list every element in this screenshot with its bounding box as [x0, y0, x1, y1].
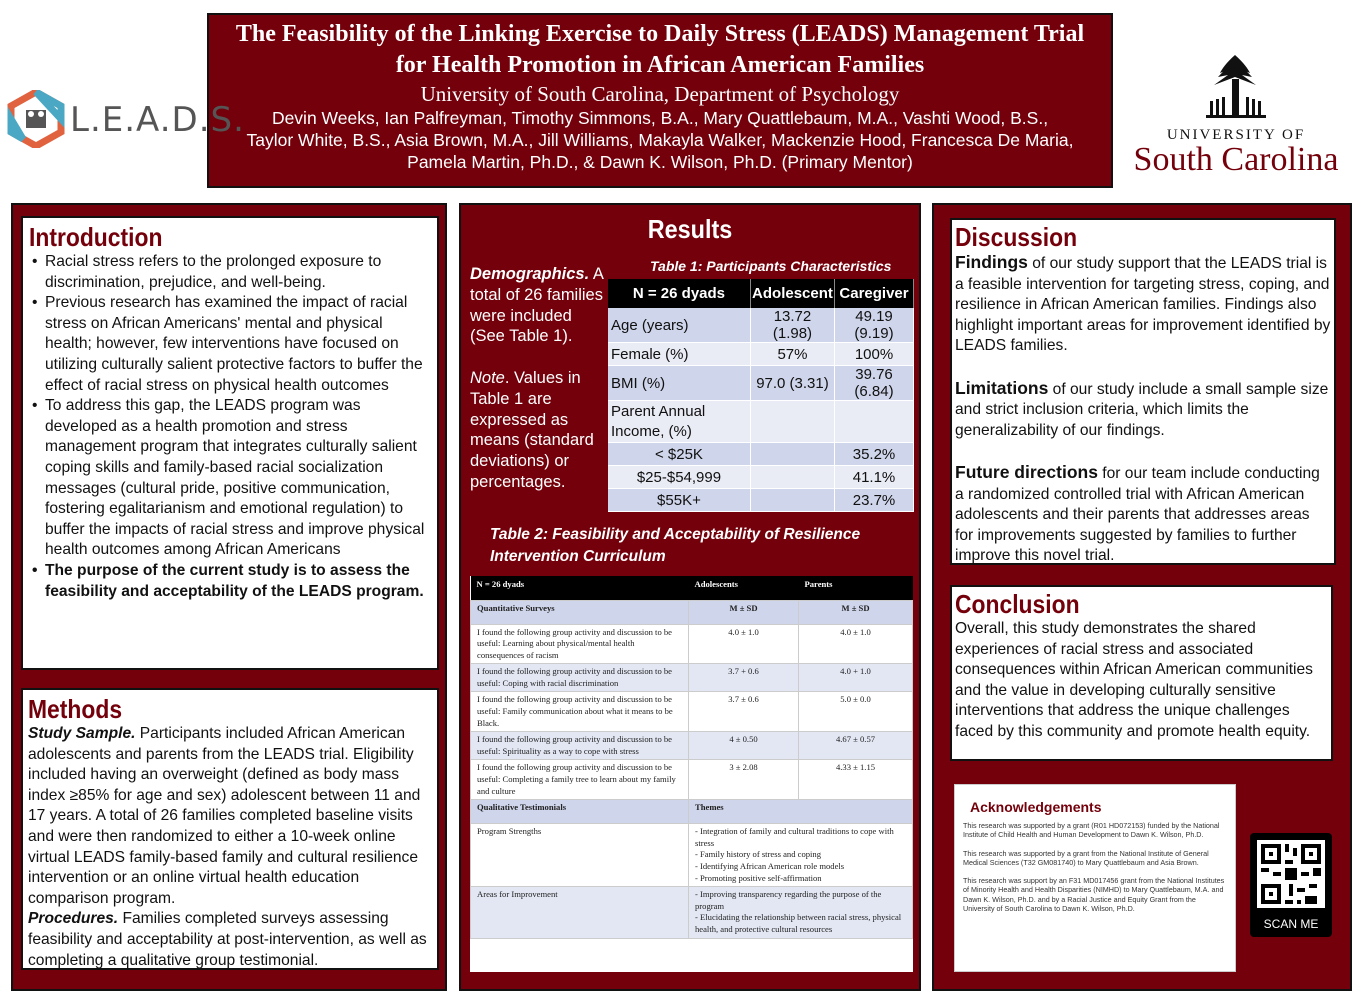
usc-logo-line1: UNIVERSITY OF [1166, 127, 1306, 143]
table-row [471, 760, 913, 800]
table2-caption-line1: Table 2: Feasibility and Acceptability of Resilience [490, 526, 861, 543]
poster-title-line2: for Health Promotion in African American Families [395, 52, 925, 78]
usc-logo-line2: South Carolina [1133, 141, 1339, 178]
introduction-bullet-purpose: • The purpose of the current study is to assess the feasibility and acceptability of the LEADS program. [29, 561, 431, 602]
acknowledgement-paragraph: This research was supported by a grant from the National Institute of General Medical Sciences (T32 GM081740) to Mary Quattlebaum and Asia Brown. [963, 848, 1209, 867]
note-label: Note [470, 368, 505, 387]
study-sample-label: Study Sample. [28, 725, 136, 742]
table2-caption-line2: Intervention Curriculum [490, 548, 666, 565]
limitations-text: of our study include a small sample size and strict inclusion criteria, which limits the generalizability of our findings. [955, 380, 1329, 439]
conclusion-section [950, 585, 1333, 761]
table2-header: Parents [799, 576, 913, 600]
table-cell: - Integration of family and cultural traditions to cope with stress - Family history of stress and coping - Identifying African American role models - Promoting positive self-affirmation [689, 824, 913, 887]
methods-body [28, 724, 432, 971]
introduction-list [29, 252, 431, 602]
table-row [471, 887, 913, 938]
table-cell: 5.0 ± 0.0 [799, 692, 913, 732]
table-row [471, 732, 913, 760]
note-body: . Values in Table 1 are expressed as means (standard deviations) or percentages. [470, 368, 594, 491]
feasibility-table-container [470, 576, 913, 972]
acknowledgements-title: Acknowledgements [970, 799, 1102, 815]
methods-section [21, 688, 439, 970]
table-cell [750, 443, 834, 466]
table1-caption: Table 1: Participants Characteristics [650, 258, 892, 274]
usc-logo [1118, 55, 1354, 180]
table-cell: 100% [835, 343, 914, 366]
affiliation: University of South Carolina, Department of Psychology [420, 82, 900, 106]
table-cell: 4.33 ± 1.15 [799, 760, 913, 800]
table-cell: M ± SD [799, 600, 913, 624]
future-directions-label: Future directions [955, 461, 1098, 482]
authors-line2: Taylor White, B.S., Asia Brown, M.A., Jill Williams, Makayla Walker, Mackenzie Hood, Francesca De Maria, [246, 130, 1074, 150]
table-row [608, 343, 914, 366]
table-row [608, 308, 914, 343]
table-cell: Qualitative Testimonials [471, 800, 689, 824]
acknowledgement-paragraph: This research was support by an F31 MD017456 grant from the National Institutes of Minority Health and Health Disparities (NIMHD) to Mary Quattlebaum, M.A. and Dawn K. Wilson, Ph.D. and by a Racial Justice and Equity Grant from the University of South Carolina to Dawn K. Wilson, Ph.D. [963, 876, 1225, 914]
table-cell: I found the following group activity and discussion to be useful: Learning about physical/mental health consequences of racism [471, 624, 689, 664]
future-directions-text: for our team include conducting a randomized controlled trial with African American adolescents and their parents that addresses areas for improvements suggested by families to further improve this novel trial. [955, 464, 1320, 565]
table-cell: 57% [750, 343, 834, 366]
introduction-bullet: • To address this gap, the LEADS program was developed as a health promotion and stress management program that integrates culturally salient coping skills and family-based racial socialization messages (cultural pride, positive communication, fostering egalitarianism and emotional regulation) to buffer the impacts of racial stress and improve physical health outcomes among African Americans [29, 396, 431, 561]
table-cell: 49.19 (9.19) [835, 308, 914, 343]
table1-header: Caregiver [835, 279, 914, 308]
table-cell: I found the following group activity and discussion to be useful: Coping with racial discrimination [471, 664, 689, 692]
feasibility-table [470, 576, 913, 939]
table-row [608, 466, 914, 489]
table-cell: I found the following group activity and discussion to be useful: Spirituality as a way to cope with stress [471, 732, 689, 760]
table-row [471, 664, 913, 692]
table-row [471, 600, 913, 624]
table-row [608, 443, 914, 466]
findings-text: of our study support that the LEADS trial is a feasible intervention for targeting stress, coping, and resilience in African American families. Findings also highlight important areas for improvement identified by LEADS families. [955, 255, 1331, 355]
table-cell: $25-$54,999 [608, 466, 750, 489]
table-row [608, 401, 914, 443]
table-row [471, 692, 913, 732]
table-cell: 3.7 + 0.6 [689, 664, 799, 692]
findings-label: Findings [955, 252, 1028, 272]
results-title: Results [647, 214, 733, 244]
table1-header: N = 26 dyads [608, 279, 750, 308]
introduction-bullet: • Racial stress refers to the prolonged exposure to discrimination, prejudice, and well-being. [29, 252, 431, 293]
table-cell: 41.1% [835, 466, 914, 489]
table-cell: I found the following group activity and discussion to be useful: Family communication about what it means to be Black. [471, 692, 689, 732]
table-cell [750, 466, 834, 489]
table-row [608, 489, 914, 512]
procedures-text: Families completed surveys assessing feasibility and acceptability at post-intervention, as well as completing a qualitative group testimonial. [28, 910, 427, 969]
table2-caption [490, 524, 860, 568]
table2-header: N = 26 dyads [471, 576, 689, 600]
table-cell: - Improving transparency regarding the purpose of the program - Elucidating the relationship between racial stress, physical health, and protective cultural resources [689, 887, 913, 938]
table-cell: 4.0 ± 1.0 [799, 624, 913, 664]
demographics-label: Demographics. [470, 265, 590, 283]
leads-logo-text: L.E.A.D.S. [70, 100, 245, 140]
poster-header [207, 13, 1113, 188]
table-row [471, 800, 913, 824]
table-cell: Program Strengths [471, 824, 689, 887]
table-cell: 39.76 (6.84) [835, 366, 914, 401]
table-cell: M ± SD [689, 600, 799, 624]
qr-code-badge[interactable] [1250, 833, 1332, 937]
acknowledgement-paragraph: This research was supported by a grant (R01 HD072153) funded by the National Institute of Child Health and Human Development to Dawn K. Wilson, Ph.D. [963, 821, 1220, 840]
introduction-title: Introduction [29, 222, 163, 252]
procedures-label: Procedures. [28, 910, 119, 928]
palmetto-tree-icon [1118, 55, 1354, 127]
table-row [471, 824, 913, 887]
table-cell: 4 ± 0.50 [689, 732, 799, 760]
table-cell: 97.0 (3.31) [750, 366, 834, 401]
table-cell: 3 ± 2.08 [689, 760, 799, 800]
conclusion-title: Conclusion [955, 589, 1080, 619]
introduction-section [21, 216, 439, 670]
table-cell: < $25K [608, 443, 750, 466]
table-cell: 3.7 ± 0.6 [689, 692, 799, 732]
table-cell: 23.7% [835, 489, 914, 512]
table-row [608, 366, 914, 401]
participants-table [608, 279, 914, 512]
table2-header: Adolescents [689, 576, 799, 600]
limitations-label: Limitations [955, 377, 1049, 398]
demographics-text [470, 264, 610, 493]
qr-code-icon[interactable] [1257, 840, 1325, 908]
table-cell [750, 401, 834, 443]
authors-line3: Pamela Martin, Ph.D., & Dawn K. Wilson, Ph.D. (Primary Mentor) [407, 152, 913, 172]
table-cell: 4.67 ± 0.57 [799, 732, 913, 760]
leads-hexagon-icon [6, 90, 66, 148]
table1-header: Adolescent [750, 279, 834, 308]
table-cell: Areas for Improvement [471, 887, 689, 938]
scan-me-label: SCAN ME [1263, 917, 1319, 931]
introduction-bullet: • Previous research has examined the impact of racial stress on African Americans' mental and physical health; however, few interventions have focused on utilizing culturally salient protective factors to buffer the effect of racial stress on physical health outcomes [29, 293, 431, 396]
leads-logo [6, 90, 245, 150]
table-cell: Female (%) [608, 343, 750, 366]
acknowledgements-section [954, 784, 1236, 972]
table-cell: $55K+ [608, 489, 750, 512]
table-cell: 13.72 (1.98) [750, 308, 834, 343]
table-cell: Quantitative Surveys [471, 600, 689, 624]
discussion-section [950, 218, 1336, 565]
methods-title: Methods [28, 694, 123, 724]
table-cell: Age (years) [608, 308, 750, 343]
table-cell [835, 401, 914, 443]
table-cell: BMI (%) [608, 366, 750, 401]
table-cell: 4.0 ± 1.0 [689, 624, 799, 664]
demographics-body: A total of 26 families were included (See Table 1). [470, 265, 603, 346]
table-cell: 4.0 + 1.0 [799, 664, 913, 692]
table-row [471, 624, 913, 664]
poster-title-line1: The Feasibility of the Linking Exercise to Daily Stress (LEADS) Management Trial [235, 21, 1085, 47]
table-cell [750, 489, 834, 512]
conclusion-text: Overall, this study demonstrates the shared experiences of racial stress and associated consequences within African American communities and the value in developing culturally sensitive interventions that address the unique challenges faced by this community and promote health equity. [955, 620, 1313, 740]
discussion-body [955, 252, 1331, 567]
study-sample-text: Participants included African American adolescents and parents from the LEADS trial. Eligibility included having an overweight (defined as body mass index ≥85% for age and sex) adolescent between 11 and 17 years. A total of 26 families completed baseline visits and were then randomized to either a 10-week online virtual LEADS family-based family and cultural resilience intervention or an online virtual health education comparison program. [28, 725, 421, 907]
discussion-title: Discussion [955, 222, 1078, 252]
authors-line1: Devin Weeks, Ian Palfreyman, Timothy Simmons, B.A., Mary Quattlebaum, M.A., Vashti Wood, B.S., [271, 108, 1049, 128]
table-cell: Themes [689, 800, 913, 824]
table-cell: 35.2% [835, 443, 914, 466]
table-cell: Parent Annual Income, (%) [608, 401, 750, 443]
table-cell: I found the following group activity and discussion to be useful: Completing a family tree to learn about my family and culture [471, 760, 689, 800]
